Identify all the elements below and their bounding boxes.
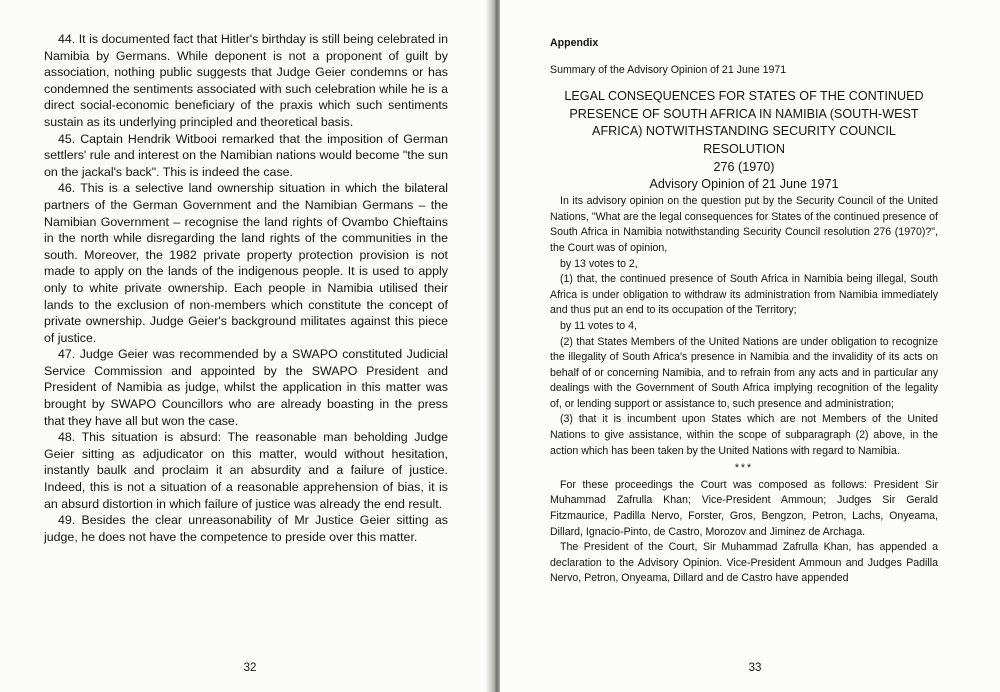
title-line-1: LEGAL CONSEQUENCES FOR STATES OF THE CONTINUED <box>564 89 924 104</box>
right-page <box>500 0 1000 692</box>
paragraph-44: 44. It is documented fact that Hitler's birthday is still being celebrated in Namibia by Germans. While deponent is not a proponent of guilt by association, nothing public suggests that Judge Geier condemns or has condemned the sentiments associated with such celebration while he is a direct social-economic beneficiary of the praxis which such sentiments sustain as its underlying principled and theoretical basis. <box>44 32 448 129</box>
point-1: (1) that, the continued presence of South Africa in Namibia being illegal, South Africa is under obligation to withdraw its administration from Namibia immediately and thus put an end to its occupation of the Territory; <box>550 273 938 317</box>
paragraph-49: 49. Besides the clear unreasonability of Mr Justice Geier sitting as judge, he does not have the competence to preside over this matter. <box>44 513 448 544</box>
left-page <box>0 0 492 692</box>
composition-paragraph: For these proceedings the Court was composed as follows: President Sir Muhammad Zafrulla Khan; Vice-President Ammoun; Judges Sir Gerald Fitzmaurice, Padilla Nervo, Forster, Gros, Bengzon, Petron, Lachs, Onyeama, Dillard, Ignacio-Pinto, de Castro, Morozov and Jiminez de Archaga. <box>550 478 938 538</box>
declarations-paragraph: The President of the Court, Sir Muhammad Zafrulla Khan, has appended a declaration to the Advisory Opinion. Vice-President Ammoun and Judges Padilla Nervo, Petron, Onyeama, Dillard and de Castro have appended <box>550 541 938 585</box>
title-line-4: 276 (1970) <box>713 159 775 174</box>
appendix-label: Appendix <box>550 37 599 49</box>
paragraph-45: 45. Captain Hendrik Witbooi remarked that the imposition of German settlers' rule and interest on the Namibian nations would become "the sun on the jackal's back". This is indeed the case. <box>44 131 448 179</box>
subtitle: Advisory Opinion of 21 June 1971 <box>649 177 839 192</box>
left-page-body <box>44 31 448 545</box>
summary-line: Summary of the Advisory Opinion of 21 June 1971 <box>550 63 787 76</box>
point-3: (3) that it is incumbent upon States which are not Members of the United Nations to give assistance, within the scope of subparagraph (2) above, in the action which has been taken by the United Nations with regard to Namibia. <box>550 413 938 457</box>
page-number-right: 33 <box>748 662 762 674</box>
paragraph-47: 47. Judge Geier was recommended by a SWAPO constituted Judicial Service Commission and appointed by the SWAPO President and President of Namibia as judge, whilst the application in this matter was brought by SWAPO Councillors who are already boasting in the press that they have all but won the case. <box>44 347 448 428</box>
section-separator: *** <box>734 462 754 475</box>
title-line-3: AFRICA) NOTWITHSTANDING SECURITY COUNCIL RESOLUTION <box>592 124 896 156</box>
paragraph-46: 46. This is a selective land ownership situation in which the bilateral partners of the German Government and the Namibian Germans – the Namibian Government – recognise the land rights of Ovambo Chieftains in the north while disregarding the land rights of the communities in the south. Moreover, the 1982 private property protection provision is not made to apply on the lands of the indigenous people. It is used to apply only to white private ownership. Each people in Namibia utilised their lands to the exclusion of non-members which constitute the concept of private ownership. Judge Geier's background militates against this piece of justice. <box>44 181 448 345</box>
title-line-2: PRESENCE OF SOUTH AFRICA IN NAMIBIA (SOUTH-WEST <box>569 106 919 121</box>
point-2: (2) that States Members of the United Nations are under obligation to recognize the illegality of South Africa's presence in Namibia and the invalidity of its acts on behalf of or concerning Namibia, and to refrain from any acts and in particular any dealings with the Government of South Africa implying recognition of the legality of, or lending support or assistance to, such presence and administration; <box>550 335 938 410</box>
page-number-left: 32 <box>243 662 257 674</box>
right-page-body <box>550 36 938 587</box>
intro-paragraph: In its advisory opinion on the question put by the Security Council of the United Nations, "What are the legal consequences for States of the continued presence of South Africa in Namibia notwithstanding Security Council resolution 276 (1970)?", the Court was of opinion, <box>550 195 938 254</box>
vote-line-1: by 13 votes to 2, <box>560 257 638 270</box>
vote-line-2: by 11 votes to 4, <box>560 319 637 332</box>
paragraph-48: 48. This situation is absurd: The reasonable man beholding Judge Geier sitting as adjudicator on this matter, would without hesitation, instantly baulk and proclaim it an absurdity and a failure of justice. Indeed, this is not a situation of a reasonable apprehension of bias, it is an absurd distortion in which failure of justice was already the end result. <box>44 430 448 511</box>
